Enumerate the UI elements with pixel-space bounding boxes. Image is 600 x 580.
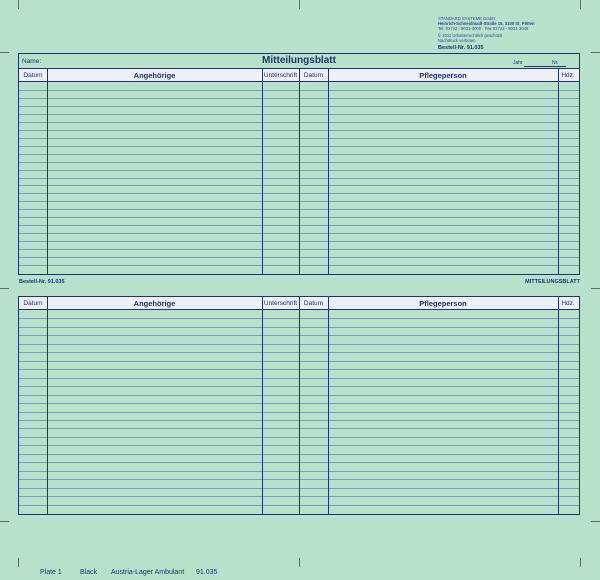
name-bar xyxy=(19,54,579,69)
header-angehoerige: Angehörige xyxy=(133,71,176,80)
jahr-nr-line xyxy=(524,66,566,67)
publisher-reprint: Nachdruck verboten xyxy=(438,38,476,43)
crop-mark xyxy=(591,52,600,53)
crop-mark xyxy=(299,0,300,9)
jahr-label: Jahr xyxy=(513,60,523,66)
publisher-company: STANDARD SYSTEME GmbH xyxy=(438,16,496,21)
form-title: Mitteilungsblatt xyxy=(262,55,336,66)
column-divider xyxy=(558,69,559,274)
header-datum-left: Datum xyxy=(23,72,43,79)
slug-code: 91.035 xyxy=(196,569,218,576)
column-divider xyxy=(262,297,263,514)
crop-mark xyxy=(18,0,19,9)
header-datum-right: Datum xyxy=(303,300,324,307)
order-number-top: Bestell-Nr. 91.035 xyxy=(438,45,484,51)
column-divider xyxy=(47,69,48,274)
header-unterschrift: Unterschrift xyxy=(263,72,298,79)
crop-mark xyxy=(580,0,581,9)
crop-mark xyxy=(591,521,600,522)
header-datum-left: Datum xyxy=(23,300,43,307)
center-divider xyxy=(299,69,300,274)
header-angehoerige: Angehörige xyxy=(133,299,176,308)
column-divider xyxy=(262,69,263,274)
column-divider xyxy=(47,297,48,514)
crop-mark xyxy=(299,558,300,567)
top-form xyxy=(18,53,580,275)
crop-mark xyxy=(18,558,19,567)
header-pflegeperson: Pflegeperson xyxy=(419,71,467,80)
publisher-address: Heinrich-Schneidmadl-Straße 15, 3100 St. Pölten xyxy=(438,21,535,26)
slug-edition: Austria-Lager Ambulant xyxy=(111,569,185,576)
bottom-form xyxy=(18,296,580,515)
slug-plate: Plate 1 xyxy=(40,569,62,576)
crop-mark xyxy=(0,521,9,522)
name-label: Name: xyxy=(22,58,42,65)
column-divider xyxy=(558,297,559,514)
header-unterschrift: Unterschrift xyxy=(263,300,298,307)
order-number-mid: Bestell-Nr. 91.035 xyxy=(19,279,65,285)
form-name-mid: MITTEILUNGSBLATT xyxy=(525,279,580,285)
publisher-block xyxy=(438,16,535,43)
slug-color: Black xyxy=(80,569,98,576)
column-divider xyxy=(328,297,329,514)
publisher-copyright: © 2011 Urheberrechtlich geschützt xyxy=(438,33,503,38)
header-datum-right: Datum xyxy=(303,72,324,79)
column-divider xyxy=(328,69,329,274)
header-hdz: Hdz. xyxy=(561,72,575,79)
publisher-contact: Tel. 02742 - 9031-3000 · Fax 02742 - 9031-3049 xyxy=(438,26,529,31)
crop-mark xyxy=(580,558,581,567)
crop-mark xyxy=(0,52,9,53)
header-pflegeperson: Pflegeperson xyxy=(419,299,467,308)
nr-label: Nr. xyxy=(552,60,559,66)
header-hdz: Hdz. xyxy=(561,300,575,307)
crop-mark xyxy=(591,288,600,289)
center-divider xyxy=(299,297,300,514)
crop-mark xyxy=(0,288,9,289)
